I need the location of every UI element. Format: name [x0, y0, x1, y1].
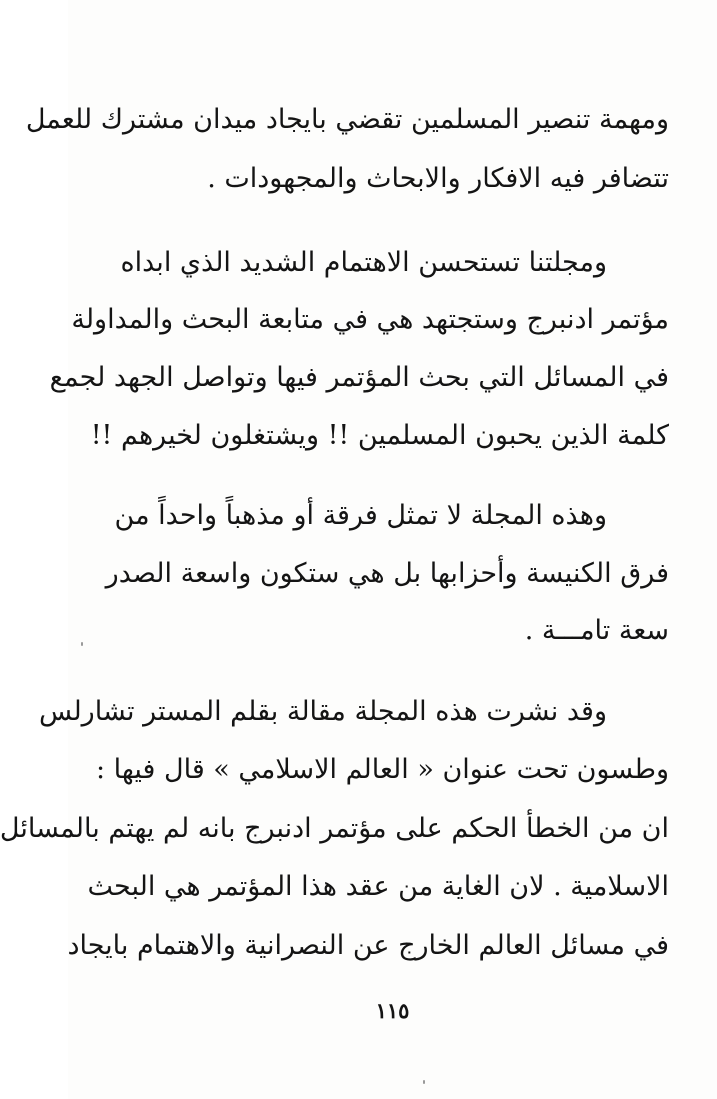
print-speck — [81, 642, 83, 646]
text-line: سعة تامـــة . — [524, 615, 669, 646]
text-line: في مسائل العالم الخارج عن النصرانية والاهتمام بايجاد — [67, 930, 669, 961]
text-line: مؤتمر ادنبرج وستجتهد هي في متابعة البحث والمداولة — [71, 304, 669, 335]
text-line: ومهمة تنصير المسلمين تقضي بايجاد ميدان مشترك للعمل — [25, 104, 669, 135]
text-line: وطسون تحت عنوان « العالم الاسلامي » قال فيها : — [95, 754, 669, 785]
paragraph-first-line: وقد نشرت هذه المجلة مقالة بقلم المستر تشارلس — [39, 696, 607, 727]
text-line: كلمة الذين يحبون المسلمين !! ويشتغلون لخيرهم !! — [90, 420, 669, 451]
text-line: ان من الخطأ الحكم على مؤتمر ادنبرج بانه لم يهتم بالمسائل — [0, 813, 669, 844]
paragraph-first-line: ومجلتنا تستحسن الاهتمام الشديد الذي ابداه — [120, 247, 607, 278]
text-line: الاسلامية . لان الغاية من عقد هذا المؤتمر هي البحث — [87, 871, 669, 902]
text-line: في المسائل التي بحث المؤتمر فيها وتواصل الجهد لجمع — [49, 362, 669, 393]
paragraph-first-line: وهذه المجلة لا تمثل فرقة أو مذهباً واحداً من — [114, 500, 607, 531]
text-line: تتضافر فيه الافكار والابحاث والمجهودات . — [207, 163, 669, 194]
print-speck — [423, 1080, 425, 1084]
page-number: ١١٥ — [375, 998, 410, 1023]
text-line: فرق الكنيسة وأحزابها بل هي ستكون واسعة الصدر — [105, 558, 669, 589]
